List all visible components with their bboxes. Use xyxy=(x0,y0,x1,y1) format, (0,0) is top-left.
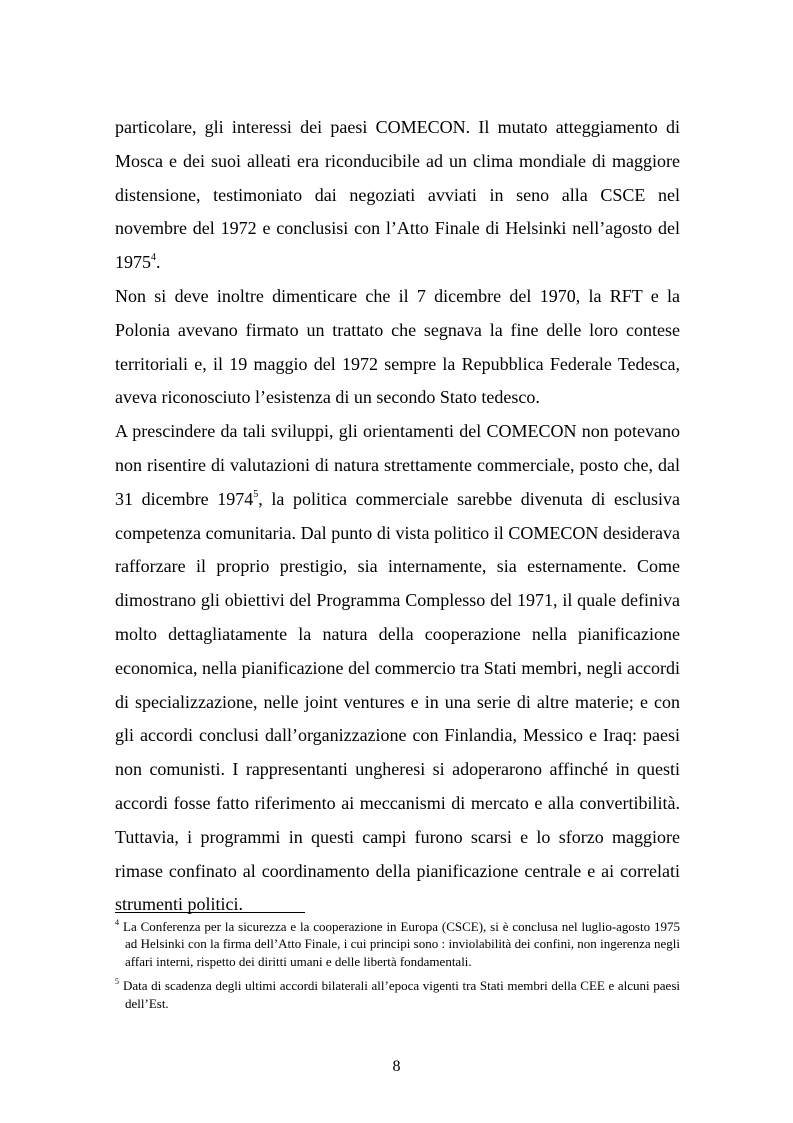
paragraph-3-rest: , la politica commerciale sarebbe divenuta di esclusiva competenza comunitaria. Dal punto di vista politico il COMECON desiderava rafforzare il proprio prestigio, sia internamente, sia esternamente. Come dimostrano gli obiettivi del Programma Complesso del 1971, il quale definiva molto dettagliatamente la natura della cooperazione nella pianificazione economica, nella pianificazione del commercio tra Stati membri, negli accordi di specializzazione, nelle joint ventures e in una serie di altre materie; e con gli accordi conclusi dall’organizzazione con Finlandia, Messico e Iraq: paesi non comunisti. I rappresentanti ungheresi si adoperarono affinché in questi accordi fosse fatto riferimento ai meccanismi di mercato e alla convertibilità. Tuttavia, i programmi in questi campi furono scarsi e lo sforzo maggiore rimase confinato al coordinamento della pianificazione centrale e ai correlati strumenti politici. xyxy=(115,488,680,915)
paragraph-3 xyxy=(115,415,680,922)
footnotes xyxy=(115,918,680,1012)
footnote-ref-4[interactable]: 4 xyxy=(151,252,156,264)
paragraph-1-text: particolare, gli interessi dei paesi COMECON. Il mutato atteggiamento di Mosca e dei suoi alleati era riconducibile ad un clima mondiale di maggiore distensione, testimoniato dai negoziati avviati in seno alla CSCE nel novembre del 1972 e conclusisi con l’Atto Finale di Helsinki nell’agosto del 1975 xyxy=(115,117,680,273)
paragraph-1 xyxy=(115,111,680,280)
footnote-text: La Conferenza per la sicurezza e la cooperazione in Europa (CSCE), si è conclusa nel luglio-agosto 1975 ad Helsinki con la firma dell’Atto Finale, i cui principi sono : inviolabilità dei confini, non ingerenza negli affari interni, rispetto dei diritti umani e delle libertà fondamentali. xyxy=(123,919,680,969)
footnote-ref-5[interactable]: 5 xyxy=(253,488,259,500)
footnote-text: Data di scadenza degli ultimi accordi bilaterali all’epoca vigenti tra Stati membri della CEE e alcuni paesi dell’Est. xyxy=(123,978,680,1011)
footnote-number: 4 xyxy=(115,917,119,927)
footnote-4 xyxy=(115,918,680,970)
paragraph-3-text: A prescindere da tali sviluppi, gli orientamenti del COMECON non potevano non risentire di valutazioni di natura strettamente commerciale, posto che, dal 31 dicembre 1974 xyxy=(115,421,680,509)
body-text xyxy=(115,111,680,922)
footnote-number: 5 xyxy=(115,976,119,986)
paragraph-1-end: . xyxy=(156,252,161,273)
footnote-5 xyxy=(115,977,680,1012)
footnote-separator xyxy=(115,912,305,913)
paragraph-2: Non si deve inoltre dimenticare che il 7 dicembre del 1970, la RFT e la Polonia avevano firmato un trattato che segnava la fine delle loro contese territoriali e, il 19 maggio del 1972 sempre la Repubblica Federale Tedesca, aveva riconosciuto l’esistenza di un secondo Stato tedesco. xyxy=(115,285,680,408)
page-number: 8 xyxy=(392,1058,401,1075)
